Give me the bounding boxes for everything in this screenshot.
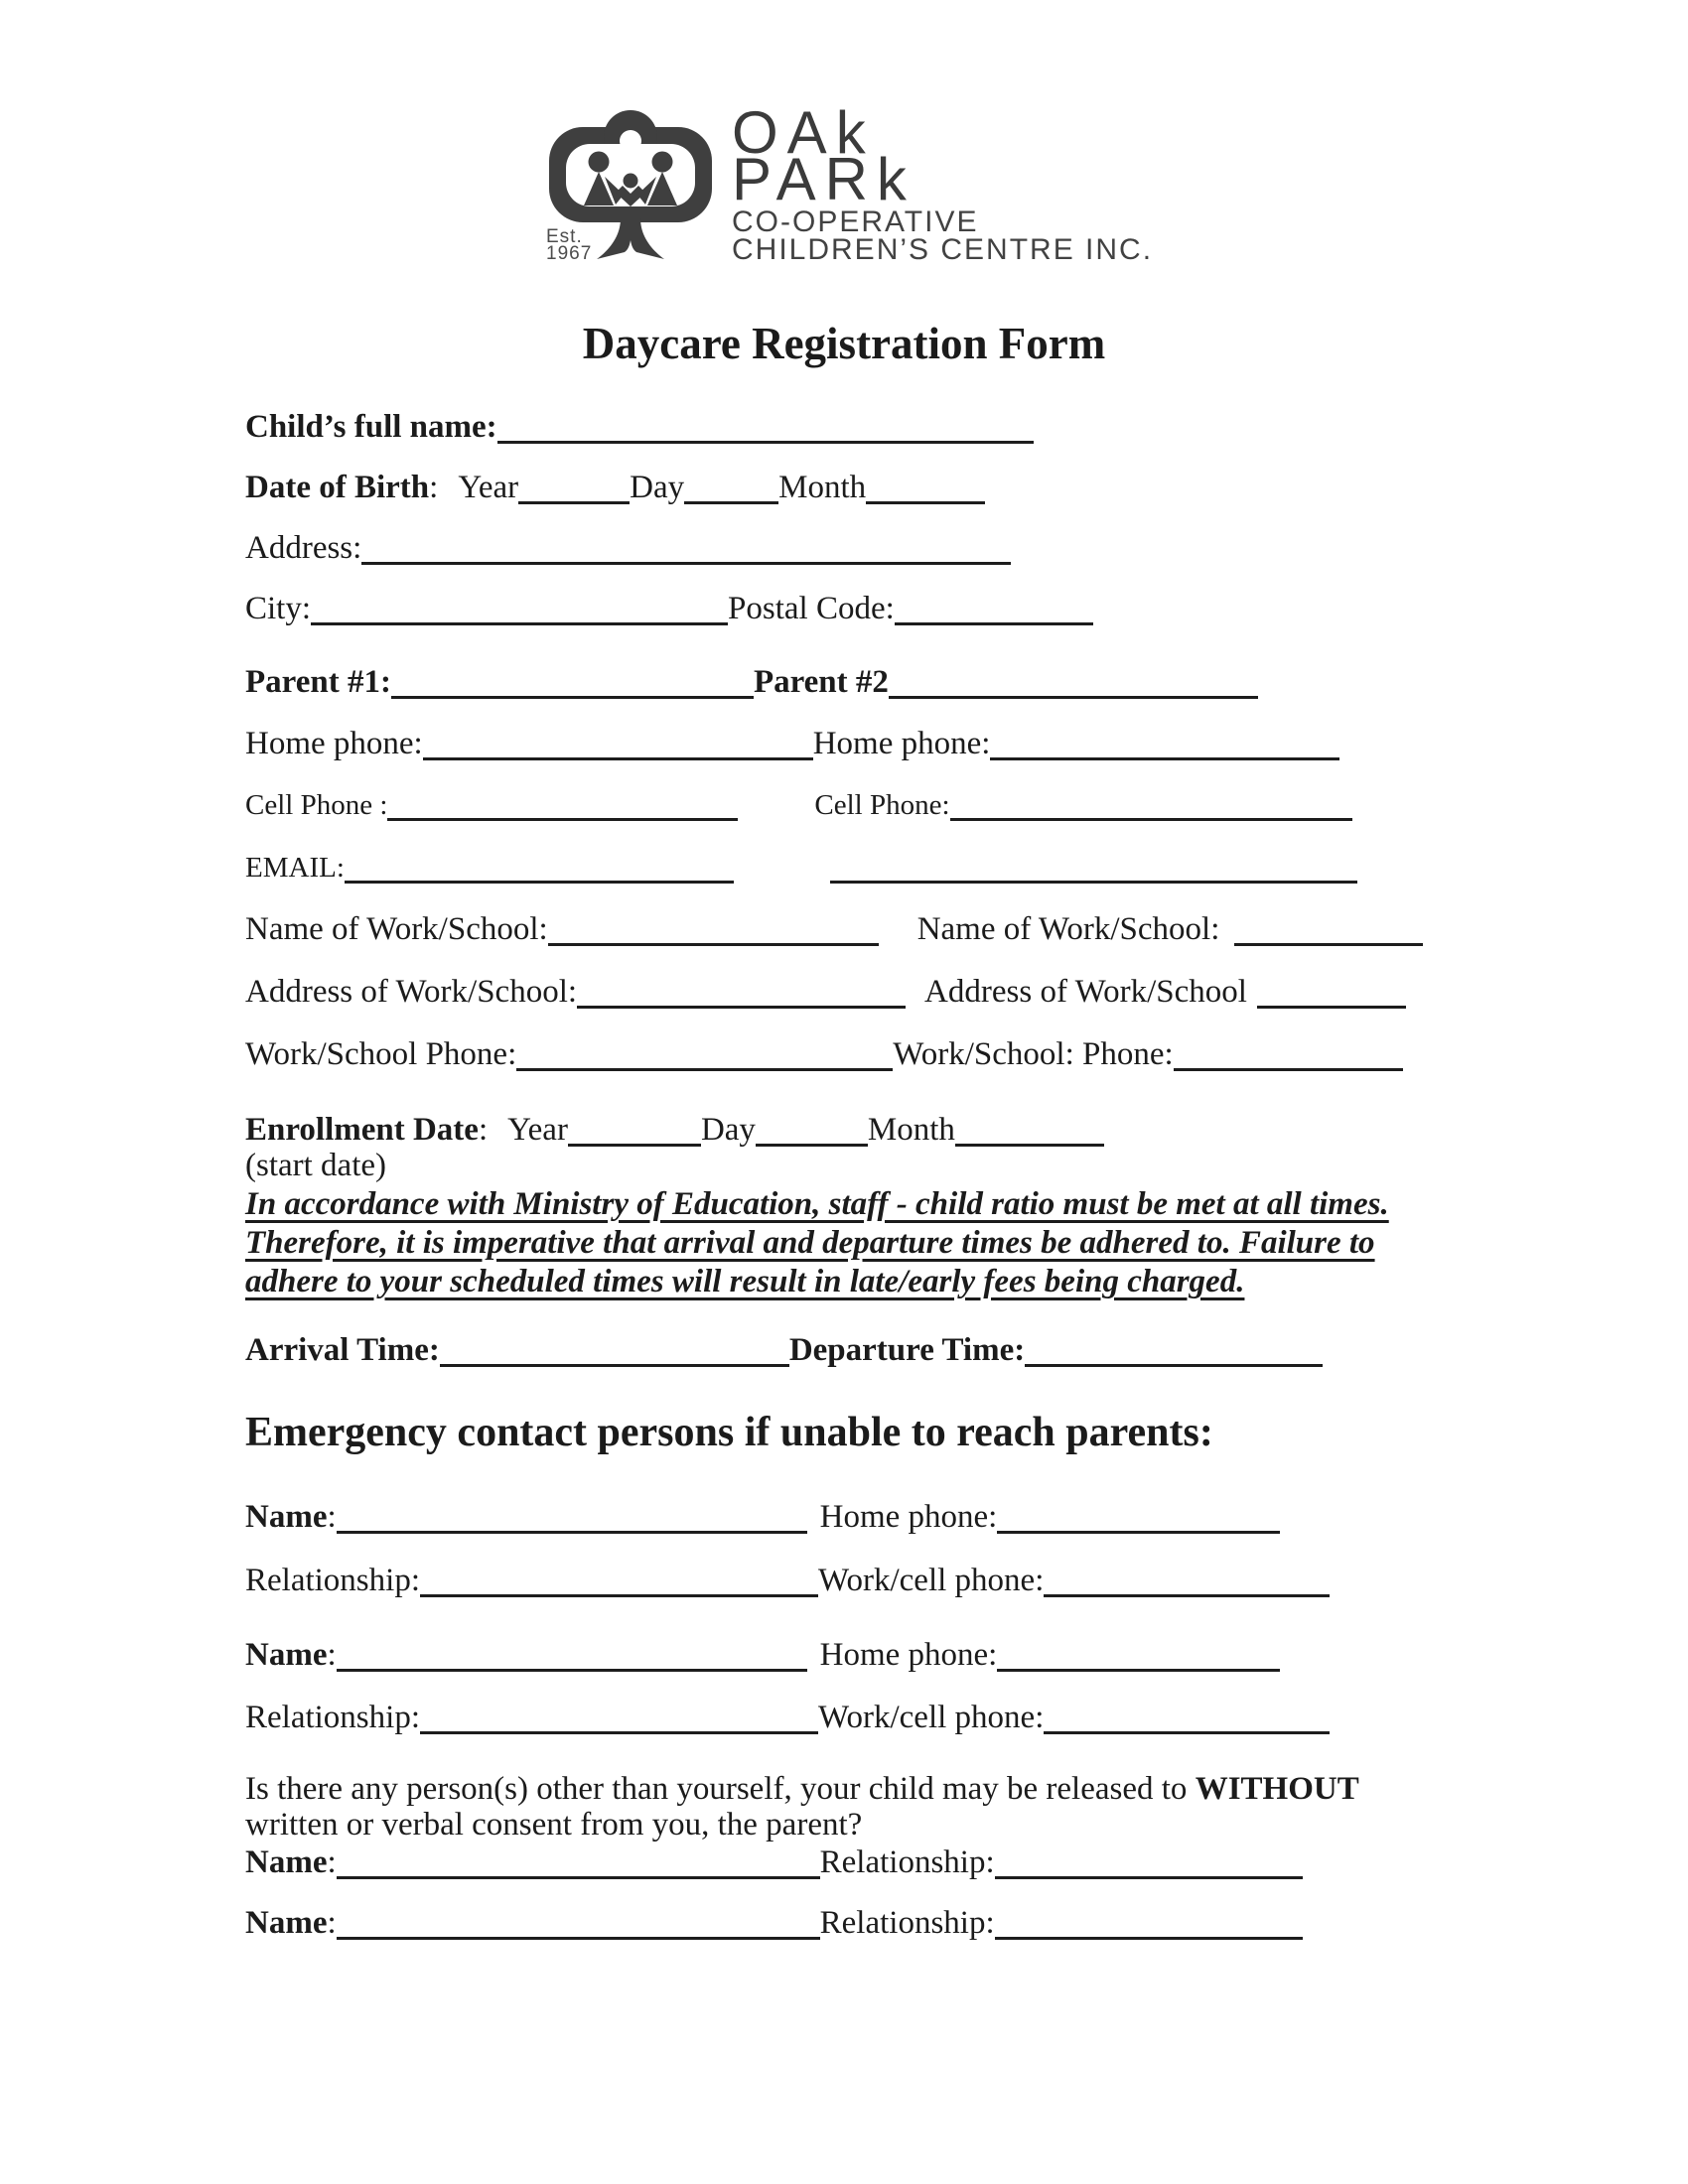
org-name-line2: PARk (732, 146, 915, 212)
emergency2-name-blank (337, 1669, 807, 1672)
parent1-label: Parent #1: (245, 664, 391, 700)
release2-name-blank (337, 1937, 820, 1940)
work-school-phone-row (245, 1038, 1403, 1071)
release2-relationship-blank (995, 1937, 1303, 1940)
start-date-note: (start date) (245, 1148, 387, 1183)
release2-name-label: Name (245, 1905, 328, 1941)
parent1-home-phone-label: Home phone: (245, 726, 423, 761)
parent1-cell-phone-label: Cell Phone : (245, 789, 388, 821)
parent1-cell-phone-blank (387, 818, 738, 821)
home-phone-row (245, 728, 1339, 760)
dob-row (245, 472, 985, 504)
logo-established (546, 228, 592, 262)
cell-phone-row (245, 791, 1352, 821)
emergency2-workcell-label: Work/cell phone: (818, 1700, 1045, 1735)
ratio-notice-line2: Therefore, it is imperative that arrival and departure times be adhered to. Failure to (245, 1225, 1375, 1261)
postal-code-label: Postal Code: (728, 591, 895, 626)
parent1-work-address-blank (577, 1006, 906, 1009)
parent1-work-phone-blank (516, 1068, 893, 1071)
work-school-name-row (245, 913, 1423, 946)
emergency1-relationship-blank (420, 1594, 818, 1597)
departure-time-blank (1025, 1364, 1323, 1367)
address-blank (361, 562, 1011, 565)
arrival-time-label: Arrival Time: (245, 1332, 440, 1368)
parent1-home-phone-blank (423, 757, 813, 760)
release-question-line2: written or verbal consent from you, the parent? (245, 1807, 863, 1843)
emergency1-relationship-row (245, 1565, 1330, 1597)
parent2-label: Parent #2 (753, 664, 889, 700)
dob-day-blank (684, 501, 778, 504)
emergency1-name-blank (337, 1531, 807, 1534)
dob-colon: : (429, 470, 439, 505)
emergency-contacts-heading: Emergency contact persons if unable to reach parents: (245, 1410, 1213, 1455)
parent1-work-name-blank (548, 943, 879, 946)
departure-time-label: Departure Time: (788, 1332, 1026, 1368)
child-name-row (245, 411, 1034, 444)
emergency2-name-colon: : (327, 1637, 337, 1673)
release1-row (245, 1846, 1303, 1879)
release1-name-label: Name (245, 1844, 328, 1880)
dob-year-blank (518, 501, 630, 504)
email-label: EMAIL: (245, 852, 345, 884)
emergency1-name-label: Name (245, 1499, 328, 1535)
child-name-blank (497, 441, 1034, 444)
work-school-address-row (245, 976, 1406, 1009)
postal-code-blank (895, 622, 1093, 625)
parent2-work-phone-label: Work/School: Phone: (893, 1036, 1174, 1072)
ratio-notice-line1: In accordance with Ministry of Education, staff - child ratio must be met at all times. (245, 1186, 1389, 1222)
org-logo-text (732, 99, 1154, 266)
emergency1-home-phone-label: Home phone: (819, 1499, 998, 1535)
dob-month-label: Month (778, 470, 867, 505)
release-question-without: WITHOUT (1195, 1771, 1359, 1807)
release1-relationship-blank (995, 1876, 1303, 1879)
address-label: Address: (245, 530, 362, 566)
release1-name-colon: : (327, 1844, 337, 1880)
emergency1-workcell-blank (1044, 1594, 1330, 1597)
enrollment-month-label: Month (867, 1112, 955, 1148)
org-name-line4: CHILDREN’S CENTRE INC. (732, 233, 1154, 266)
ratio-notice-line3: adhere to your scheduled times will result in late/early fees being charged. (245, 1264, 1245, 1299)
address-row (245, 532, 1011, 565)
release-question-text: Is there any person(s) other than yourself, your child may be released to (245, 1771, 1196, 1807)
parent2-work-address-label: Address of Work/School (924, 974, 1247, 1010)
emergency2-name-row (245, 1639, 1280, 1672)
emergency2-relationship-row (245, 1702, 1330, 1734)
logo-est-label: Est. (546, 226, 583, 247)
parent1-work-address-label: Address of Work/School: (245, 974, 578, 1010)
email-row (245, 854, 1357, 884)
emergency1-relationship-label: Relationship: (245, 1563, 420, 1598)
enrollment-day-label: Day (700, 1112, 756, 1148)
parent1-email-blank (345, 881, 734, 884)
page-title: Daycare Registration Form (582, 319, 1106, 368)
city-label: City: (245, 591, 312, 626)
release1-relationship-label: Relationship: (819, 1844, 995, 1880)
release2-name-colon: : (327, 1905, 337, 1941)
city-postal-row (245, 593, 1093, 625)
emergency2-home-phone-label: Home phone: (819, 1637, 998, 1673)
parent1-work-phone-label: Work/School Phone: (245, 1036, 517, 1072)
ratio-notice (245, 1185, 1389, 1301)
dob-label: Date of Birth (245, 470, 430, 505)
emergency2-home-phone-blank (997, 1669, 1280, 1672)
city-blank (311, 622, 728, 625)
enrollment-date-row (245, 1114, 1104, 1147)
logo-est-year: 1967 (546, 243, 593, 264)
emergency1-workcell-label: Work/cell phone: (818, 1563, 1045, 1598)
enrollment-colon: : (478, 1112, 489, 1148)
parent2-work-phone-blank (1174, 1068, 1403, 1071)
parent1-work-name-label: Name of Work/School: (245, 911, 548, 947)
release2-row (245, 1907, 1303, 1940)
parent2-work-name-blank (1234, 943, 1423, 946)
parent2-home-phone-blank (990, 757, 1339, 760)
parent2-work-name-label: Name of Work/School: (916, 911, 1220, 947)
emergency2-relationship-blank (420, 1731, 818, 1734)
org-name-line3: CO-OPERATIVE (732, 205, 979, 238)
arrival-departure-row (245, 1334, 1323, 1367)
parent2-cell-phone-label: Cell Phone: (814, 789, 950, 821)
emergency1-home-phone-blank (997, 1531, 1280, 1534)
enrollment-month-blank (955, 1144, 1104, 1147)
enrollment-year-blank (568, 1144, 701, 1147)
arrival-time-blank (440, 1364, 789, 1367)
parent2-work-address-blank (1257, 1006, 1406, 1009)
parent2-blank (889, 696, 1258, 699)
enrollment-date-label: Enrollment Date (245, 1112, 479, 1148)
parent1-blank (391, 696, 754, 699)
parent2-home-phone-label: Home phone: (812, 726, 991, 761)
enrollment-day-blank (756, 1144, 868, 1147)
parent2-cell-phone-blank (950, 818, 1352, 821)
org-name-line1: OAk (732, 99, 875, 166)
release-question-line1 (245, 1773, 1359, 1806)
emergency2-name-label: Name (245, 1637, 328, 1673)
enrollment-year-label: Year (507, 1112, 568, 1148)
child-name-label: Child’s full name: (245, 409, 497, 445)
dob-month-blank (866, 501, 985, 504)
emergency2-relationship-label: Relationship: (245, 1700, 420, 1735)
emergency1-name-row (245, 1501, 1280, 1534)
emergency2-workcell-blank (1044, 1731, 1330, 1734)
parent2-email-blank (830, 881, 1357, 884)
release2-relationship-label: Relationship: (819, 1905, 995, 1941)
dob-year-label: Year (458, 470, 519, 505)
release1-name-blank (337, 1876, 820, 1879)
parents-row (245, 666, 1258, 699)
emergency1-name-colon: : (327, 1499, 337, 1535)
dob-day-label: Day (630, 470, 685, 505)
